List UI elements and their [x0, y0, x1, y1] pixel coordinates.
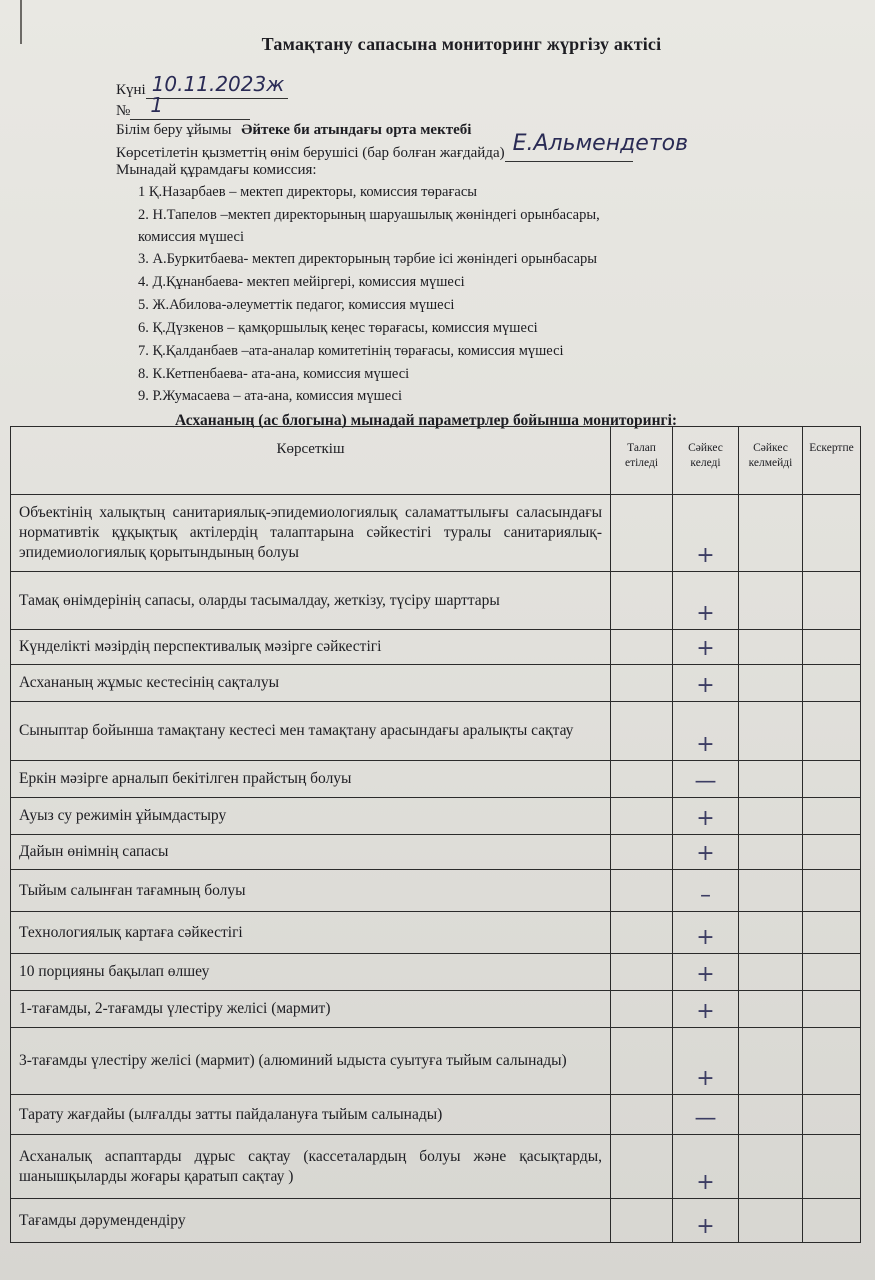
- cell-complies: +: [673, 702, 739, 761]
- cell-required: [611, 1028, 673, 1095]
- table-row: [11, 702, 861, 761]
- table-row: [11, 665, 861, 702]
- row-param: Тарату жағдайы (ылғалды затты пайдалануға тыйым салынады): [11, 1095, 611, 1135]
- cell-note: [803, 761, 861, 798]
- table-row: [11, 1135, 861, 1199]
- provider-blank: [505, 131, 689, 162]
- cell-not-complies: [739, 495, 803, 572]
- cell-note: [803, 1028, 861, 1095]
- commission-member: 7. Қ.Қалданбаев –ата-аналар комитетінің төрағасы, комиссия мүшесі: [138, 343, 564, 359]
- cell-required: [611, 912, 673, 954]
- cell-note: [803, 495, 861, 572]
- cell-complies: +: [673, 665, 739, 702]
- commission-member: 9. Р.Жумасаева – ата-ана, комиссия мүшесі: [138, 388, 403, 404]
- cell-not-complies: [739, 1028, 803, 1095]
- table-row: [11, 1199, 861, 1243]
- cell-note: [803, 572, 861, 630]
- row-param: Ауыз су режимін ұйымдастыру: [11, 798, 611, 835]
- cell-note: [803, 991, 861, 1028]
- row-param: Сыныптар бойынша тамақтану кестесі мен тамақтану арасындағы аралықты сақтау: [11, 702, 611, 761]
- cell-note: [803, 1199, 861, 1243]
- cell-not-complies: [739, 954, 803, 991]
- table-row: [11, 761, 861, 798]
- cell-complies: +: [673, 835, 739, 870]
- cell-not-complies: [739, 702, 803, 761]
- cell-complies: +: [673, 798, 739, 835]
- cell-required: [611, 1095, 673, 1135]
- cell-required: [611, 665, 673, 702]
- table-row: [11, 954, 861, 991]
- row-param: 1-тағамды, 2-тағамды үлестіру желісі (мармит): [11, 991, 611, 1028]
- header-required: Талап етіледі: [611, 427, 673, 495]
- row-param: Дайын өнімнің сапасы: [11, 835, 611, 870]
- cell-note: [803, 665, 861, 702]
- commission-member: 4. Д.Құнанбаева- мектеп мейіргері, комиссия мүшесі: [138, 274, 465, 290]
- number-line: [116, 93, 250, 120]
- number-blank: [130, 93, 250, 120]
- cell-complies: +: [673, 912, 739, 954]
- cell-required: [611, 991, 673, 1028]
- row-param: Технологиялық картаға сәйкестігі: [11, 912, 611, 954]
- cell-required: [611, 954, 673, 991]
- cell-complies: +: [673, 1199, 739, 1243]
- table-row: [11, 870, 861, 912]
- org-line: [116, 122, 471, 139]
- date-blank: [146, 72, 288, 99]
- date-line: [116, 72, 288, 99]
- cell-note: [803, 870, 861, 912]
- cell-note: [803, 798, 861, 835]
- cell-not-complies: [739, 870, 803, 912]
- cell-complies: —: [673, 1095, 739, 1135]
- table-title: Асхананың (ас блогына) мынадай параметрлер бойынша мониторингі:: [175, 412, 678, 429]
- provider-line: [116, 131, 689, 162]
- commission-label: Мынадай құрамдағы комиссия:: [116, 162, 317, 178]
- table-row: [11, 835, 861, 870]
- table-row: [11, 572, 861, 630]
- cell-note: [803, 954, 861, 991]
- number-label: №: [116, 103, 131, 119]
- row-param: Асханалық аспаптарды дұрыс сақтау (кассеталардың болуы және қасықтарды, шанышқыларды жоғары қаратып сақтау ): [11, 1135, 611, 1199]
- org-value: Әйтеке би атындағы орта мектебі: [241, 122, 472, 138]
- cell-not-complies: [739, 572, 803, 630]
- row-param: 10 порцияны бақылап өлшеу: [11, 954, 611, 991]
- table-row: [11, 912, 861, 954]
- provider-value: Е.Альмендетов: [512, 131, 689, 156]
- cell-complies: +: [673, 1028, 739, 1095]
- cell-note: [803, 630, 861, 665]
- cell-required: [611, 835, 673, 870]
- cell-not-complies: [739, 835, 803, 870]
- commission-member: 3. А.Буркитбаева- мектеп директорының тәрбие ісі жөніндегі орынбасары: [138, 251, 597, 267]
- header-note: Ескертпе: [803, 427, 861, 495]
- cell-not-complies: [739, 630, 803, 665]
- cell-note: [803, 835, 861, 870]
- commission-member: 6. Қ.Дүзкенов – қамқоршылық кеңес төрағасы, комиссия мүшесі: [138, 320, 538, 336]
- table-row: [11, 630, 861, 665]
- date-value: 10.11.2023ж: [151, 72, 285, 96]
- cell-complies: +: [673, 572, 739, 630]
- cell-not-complies: [739, 798, 803, 835]
- cell-required: [611, 1199, 673, 1243]
- cell-complies: +: [673, 1135, 739, 1199]
- cell-complies: —: [673, 761, 739, 798]
- header-complies: Сәйкес келеді: [673, 427, 739, 495]
- cell-note: [803, 912, 861, 954]
- row-param: Тыйым салынған тағамның болуы: [11, 870, 611, 912]
- commission-member: 1 Қ.Назарбаев – мектеп директоры, комиссия төрағасы: [138, 184, 478, 200]
- cell-required: [611, 798, 673, 835]
- commission-member: 2. Н.Тапелов –мектеп директорының шаруашылық жөніндегі орынбасары,: [138, 207, 600, 223]
- row-param: Күнделікті мәзірдің перспективалық мәзірге сәйкестігі: [11, 630, 611, 665]
- commission-member: комиссия мүшесі: [138, 229, 244, 245]
- cell-required: [611, 1135, 673, 1199]
- cell-required: [611, 761, 673, 798]
- cell-complies: +: [673, 991, 739, 1028]
- cell-not-complies: [739, 1199, 803, 1243]
- cell-required: [611, 572, 673, 630]
- cell-note: [803, 702, 861, 761]
- cell-required: [611, 702, 673, 761]
- date-label: Күні: [116, 82, 146, 98]
- commission-member: 8. К.Кетпенбаева- ата-ана, комиссия мүшесі: [138, 366, 410, 382]
- cell-required: [611, 495, 673, 572]
- row-param: Тамақ өнімдерінің сапасы, оларды тасымалдау, жеткізу, түсіру шарттары: [11, 572, 611, 630]
- number-value: 1: [150, 93, 164, 117]
- cell-not-complies: [739, 991, 803, 1028]
- cell-not-complies: [739, 912, 803, 954]
- header-not-complies: Сәйкес келмейді: [739, 427, 803, 495]
- document-title: Тамақтану сапасына мониторинг жүргізу актісі: [261, 34, 662, 54]
- row-param: Тағамды дәрумендендіру: [11, 1199, 611, 1243]
- row-param: Еркін мәзірге арналып бекітілген прайстың болуы: [11, 761, 611, 798]
- row-param: Объектінің халықтың санитариялық-эпидемиологиялық саламаттылығы саласындағы нормативтік құқықтық актілердің талаптарына сәйкестігі туралы санитариялық-эпидемиологиялық қорытындының болуы: [11, 495, 611, 572]
- monitoring-table: [10, 426, 861, 1243]
- provider-label: Көрсетілетін қызметтің өнім берушісі (бар болған жағдайда): [116, 145, 505, 161]
- table-row: [11, 1028, 861, 1095]
- table-row: [11, 495, 861, 572]
- cell-complies: +: [673, 630, 739, 665]
- header-indicator: Көрсеткіш: [11, 427, 611, 495]
- org-label: Білім беру ұйымы: [116, 122, 232, 138]
- row-param: Асхананың жұмыс кестесінің сақталуы: [11, 665, 611, 702]
- cell-complies: +: [673, 954, 739, 991]
- table-header-row: [11, 427, 861, 495]
- cell-note: [803, 1135, 861, 1199]
- cell-note: [803, 1095, 861, 1135]
- cell-complies: –: [673, 870, 739, 912]
- cell-not-complies: [739, 1135, 803, 1199]
- row-param: 3-тағамды үлестіру желісі (мармит) (алюминий ыдыста суытуға тыйым салынады): [11, 1028, 611, 1095]
- cell-required: [611, 870, 673, 912]
- table-row: [11, 1095, 861, 1135]
- cell-not-complies: [739, 1095, 803, 1135]
- table-row: [11, 991, 861, 1028]
- table-row: [11, 798, 861, 835]
- cell-complies: +: [673, 495, 739, 572]
- cell-required: [611, 630, 673, 665]
- cell-not-complies: [739, 761, 803, 798]
- commission-member: 5. Ж.Абилова-әлеуметтік педагог, комиссия мүшесі: [138, 297, 455, 313]
- cell-not-complies: [739, 665, 803, 702]
